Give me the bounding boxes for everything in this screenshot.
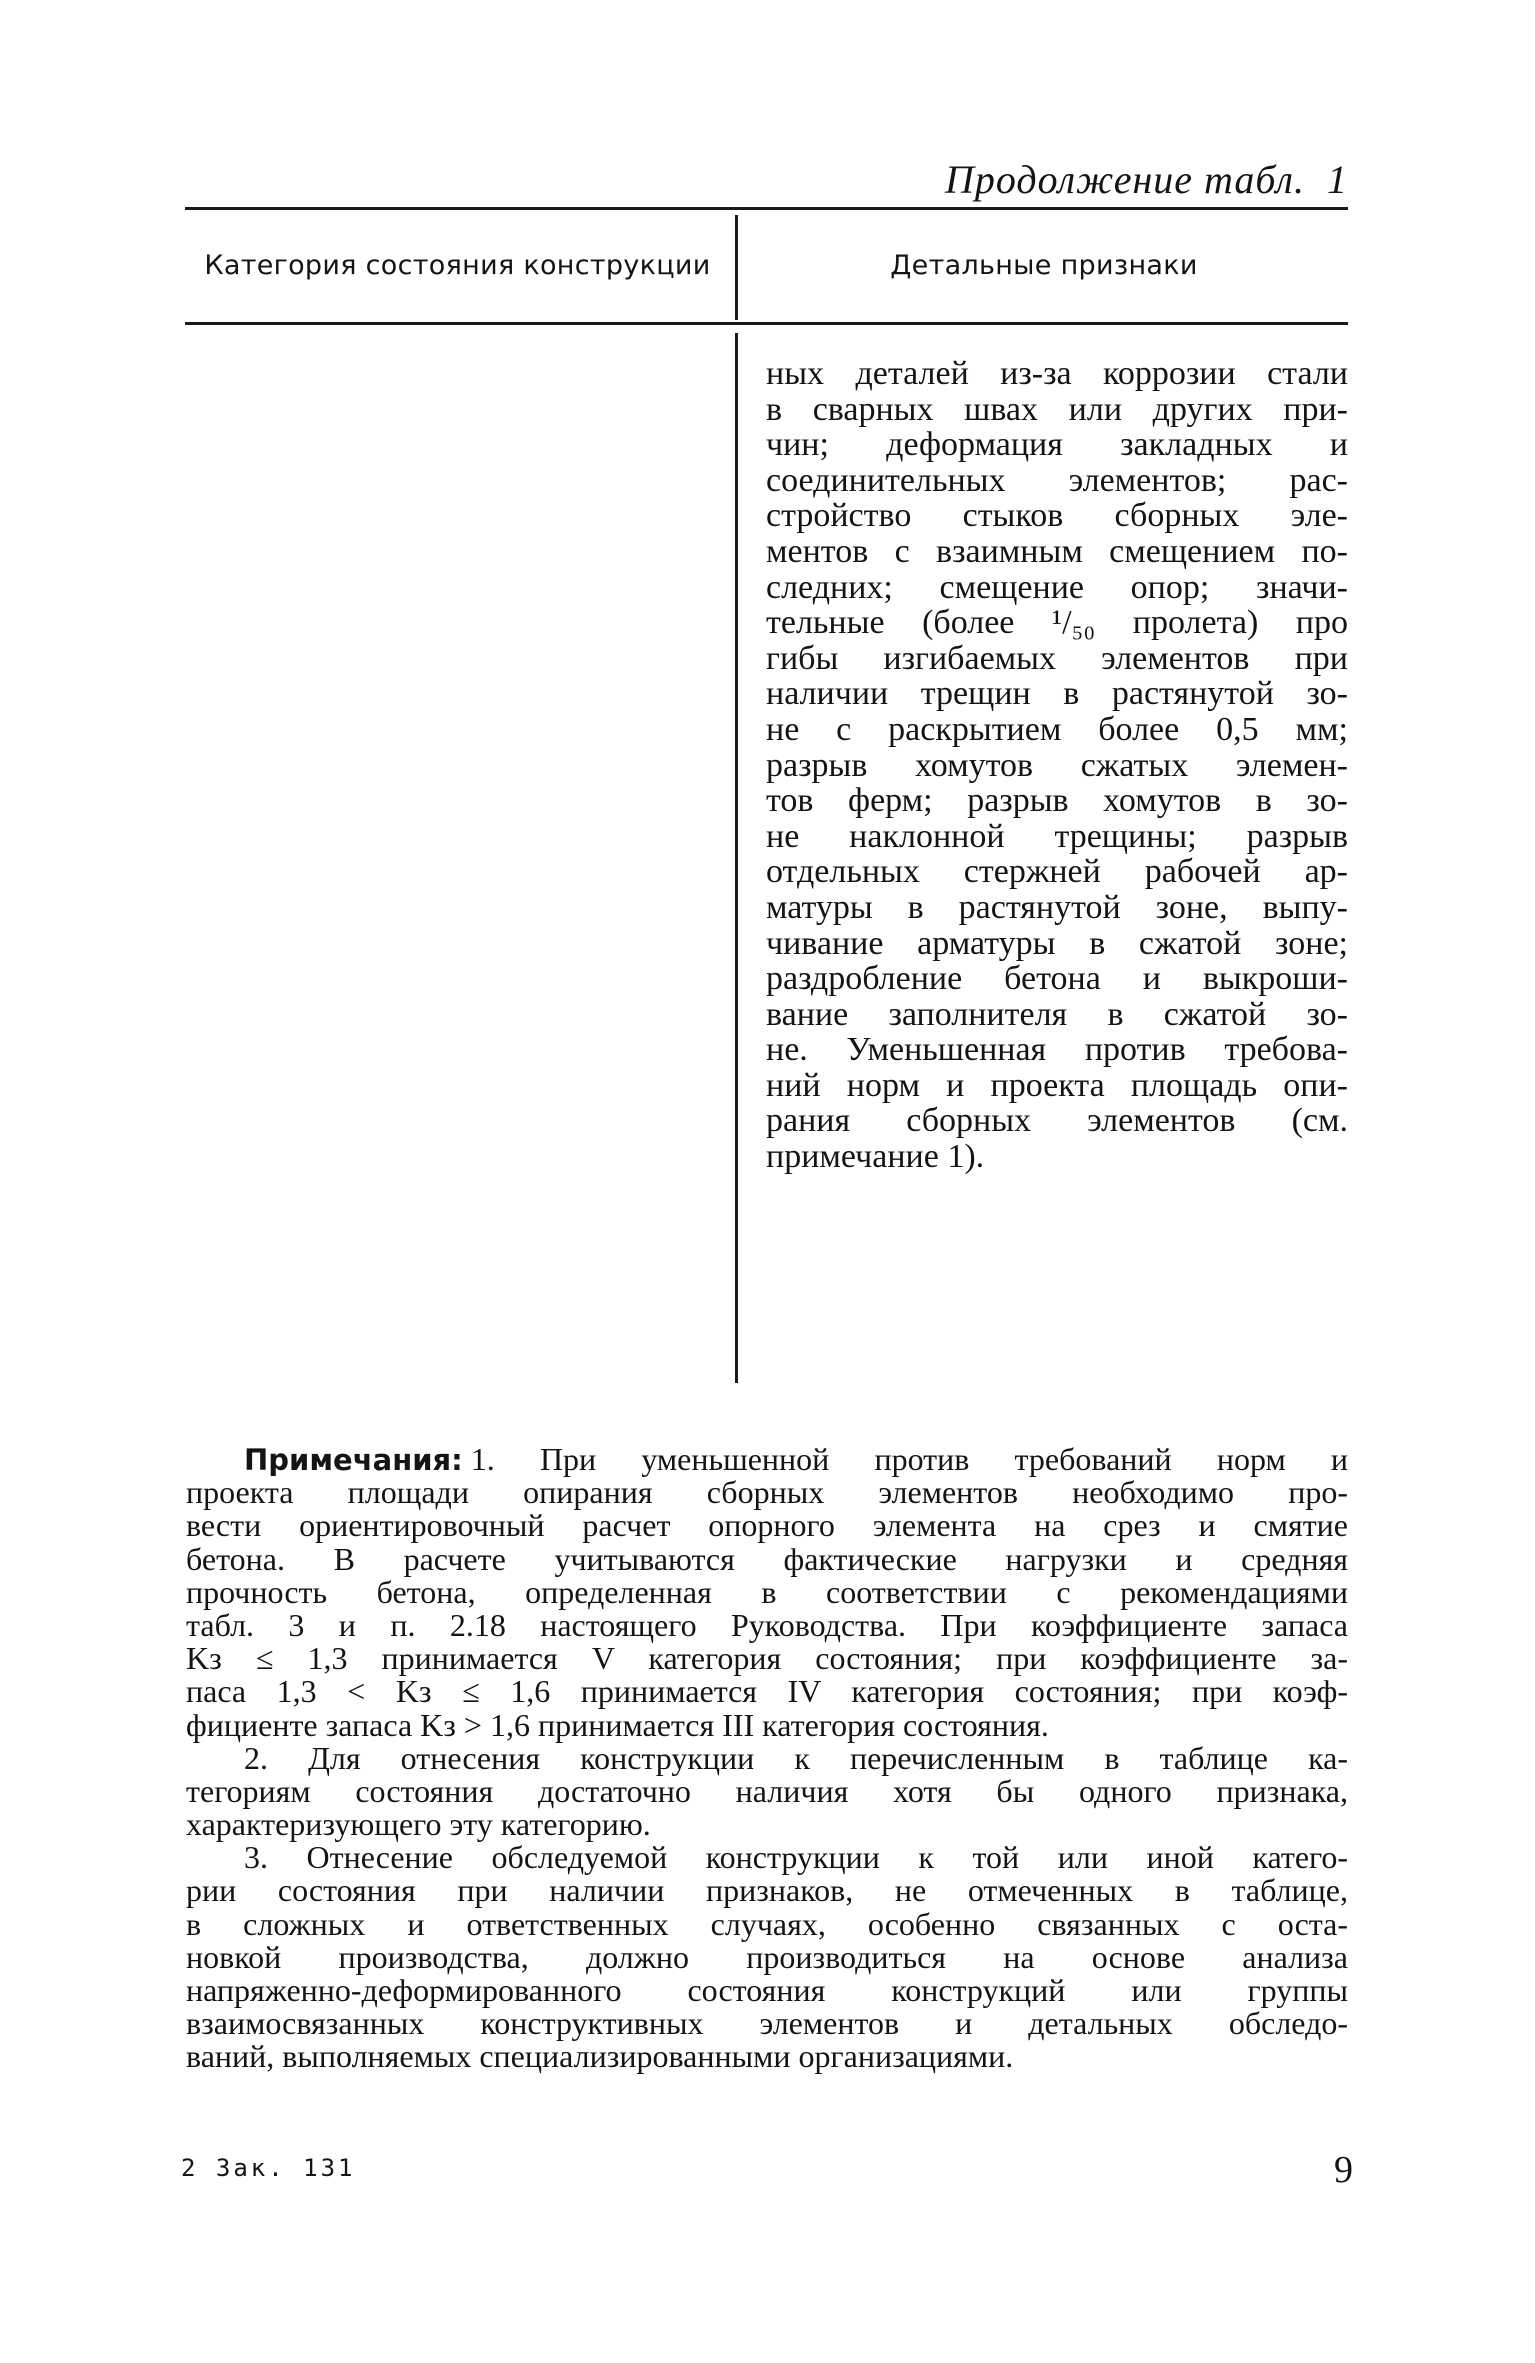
details-line: матуры в растянутой зоне, выпу-	[766, 888, 1348, 926]
details-line: в сварных швах или других при-	[766, 390, 1348, 428]
details-line: разрыв хомутов сжатых элемен-	[766, 746, 1348, 784]
details-line: стройство стыков сборных эле-	[766, 497, 1348, 535]
table-top-rule	[185, 207, 1348, 210]
notes-line: напряженно-деформированного состояния конструкций или группы	[186, 1972, 1348, 2008]
notes-line: в сложных и ответственных случаях, особенно связанных с оста-	[186, 1905, 1348, 1942]
details-line: вание заполнителя в сжатой зо-	[766, 995, 1348, 1033]
table-number: 1	[1327, 157, 1348, 202]
notes-line: прочность бетона, определенная в соответствии с рекомендациями	[186, 1573, 1348, 1610]
notes-line: 3. Отнесение обследуемой конструкции к той или иной катего-	[244, 1839, 1348, 1876]
details-line: тельные (более ¹/₅₀ пролета) про	[766, 604, 1348, 642]
details-line: гибы изгибаемых элементов при	[766, 639, 1348, 677]
details-line: отдельных стержней рабочей ар-	[766, 853, 1348, 891]
notes-line: рии состояния при наличии признаков, не отмеченных в таблице,	[186, 1872, 1348, 1909]
details-line: соединительных элементов; рас-	[766, 461, 1348, 499]
details-line: чин; деформация закладных и	[766, 426, 1348, 464]
header-column-divider	[735, 215, 738, 320]
notes-block	[186, 1441, 1348, 2075]
details-line: ний норм и проекта площадь опи-	[766, 1066, 1348, 1104]
details-line: ментов с взаимным смещением по-	[766, 532, 1348, 570]
continuation-text: Продолжение табл.	[944, 157, 1305, 202]
notes-line: новкой производства, должно производиться на основе анализа	[186, 1938, 1348, 1975]
details-line: ных деталей из-за коррозии стали	[766, 355, 1348, 392]
notes-line: Kз ≤ 1,3 принимается V категория состояния; при коэффициенте за-	[186, 1640, 1348, 1677]
notes-line: ваний, выполняемых специализированными организациями.	[186, 2038, 1014, 2075]
details-line: раздробление бетона и выкроши-	[766, 960, 1348, 998]
notes-line: вести ориентировочный расчет опорного элемента на срез и смятие	[186, 1507, 1348, 1544]
notes-line: бетона. В расчете учитываются фактические нагрузки и средняя	[186, 1540, 1348, 1577]
notes-line: табл. 3 и п. 2.18 настоящего Руководства. При коэффициенте запаса	[186, 1606, 1348, 1643]
details-line: примечание 1).	[766, 1138, 985, 1176]
notes-title: Примечания:	[244, 1443, 463, 1477]
notes-line: характеризующего эту категорию.	[186, 1806, 651, 1843]
notes-line: проекта площади опирания сборных элементов необходимо про-	[186, 1474, 1348, 1511]
details-line: наличии трещин в растянутой зо-	[766, 675, 1348, 713]
notes-line: фициенте запаса Kз > 1,6 принимается III категория состояния.	[186, 1706, 1049, 1743]
details-line: тов ферм; разрыв хомутов в зо-	[766, 782, 1348, 820]
details-line: не. Уменьшенная против требова-	[766, 1031, 1348, 1069]
column-header-category: Категория состояния конструкции	[204, 250, 711, 281]
body-column-divider	[735, 333, 738, 1383]
notes-line-text: 1. При уменьшенной против требований норм и	[470, 1441, 1348, 1477]
details-cell	[766, 356, 1348, 1175]
notes-line	[244, 1443, 1348, 1476]
page-number: 9	[1334, 2149, 1353, 2191]
details-line: рания сборных элементов (см.	[766, 1102, 1348, 1140]
header-bottom-rule	[185, 322, 1348, 325]
notes-line: 2. Для отнесения конструкции к перечисленным в таблице ка-	[244, 1739, 1348, 1776]
details-line: следних; смещение опор; значи-	[766, 568, 1348, 606]
column-header-details: Детальные признаки	[890, 250, 1198, 281]
details-line: чивание арматуры в сжатой зоне;	[766, 924, 1348, 962]
continuation-label	[180, 156, 1348, 203]
notes-line: паса 1,3 < Kз ≤ 1,6 принимается IV категория состояния; при коэф-	[186, 1673, 1348, 1710]
details-line: не наклонной трещины; разрыв	[766, 817, 1348, 855]
order-number: 2 Зак. 131	[181, 2154, 356, 2182]
details-line: не с раскрытием более 0,5 мм;	[766, 710, 1348, 748]
notes-line: тегориям состояния достаточно наличия хотя бы одного признака,	[186, 1772, 1348, 1809]
notes-line: взаимосвязанных конструктивных элементов и детальных обследо-	[186, 2005, 1348, 2042]
